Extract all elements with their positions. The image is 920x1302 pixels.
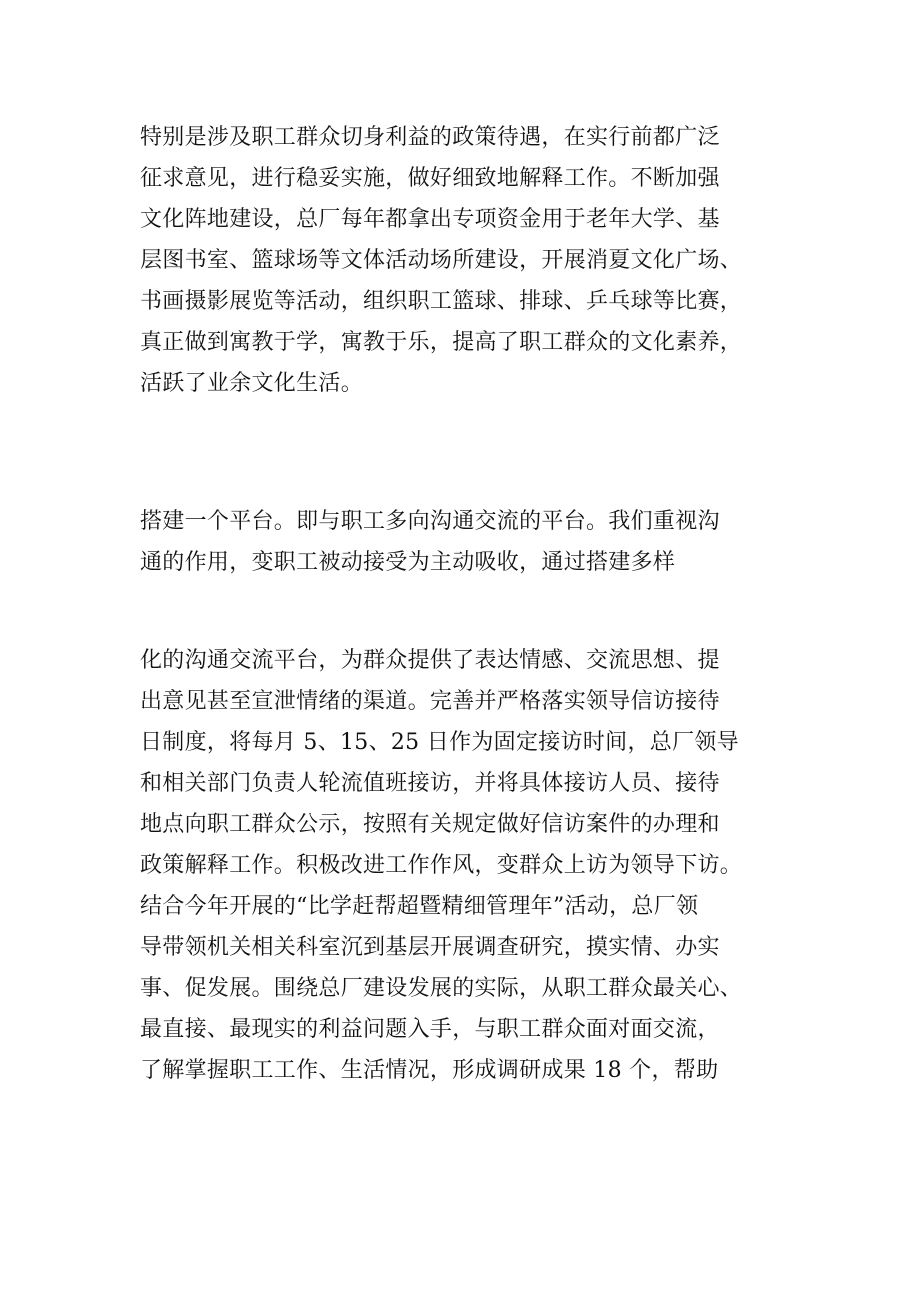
text-line: 活跃了业余文化生活。 <box>140 371 364 396</box>
text-line: 地点向职工群众公示，按照有关规定做好信访案件的办理和 <box>140 812 720 837</box>
text-line: 搭建一个平台。即与职工多向沟通交流的平台。我们重视沟 <box>140 509 720 534</box>
text-line: 了解掌握职工工作、生活情况，形成调研成果 18 个，帮助 <box>140 1058 719 1083</box>
text-line: 化的沟通交流平台，为群众提供了表达情感、交流思想、提 <box>140 648 720 673</box>
text-line: 和相关部门负责人轮流值班接访，并将具体接访人员、接待 <box>140 771 720 796</box>
text-line: 结合今年开展的“比学赶帮超暨精细管理年”活动，总厂领 <box>140 894 699 919</box>
text-line: 特别是涉及职工群众切身利益的政策待遇，在实行前都广泛 <box>140 125 720 150</box>
text-line: 出意见甚至宣泄情绪的渠道。完善并严格落实领导信访接待 <box>140 689 720 714</box>
text-line: 最直接、最现实的利益问题入手，与职工群众面对面交流， <box>140 1017 720 1042</box>
text-line: 真正做到寓教于学，寓教于乐，提高了职工群众的文化素养， <box>140 330 743 355</box>
text-line: 事、促发展。围绕总厂建设发展的实际，从职工群众最关心、 <box>140 976 743 1001</box>
paragraph-petition-reception <box>140 640 780 1091</box>
paragraph-communication-platform <box>140 501 780 583</box>
text-line: 征求意见，进行稳妥实施，做好细致地解释工作。不断加强 <box>140 166 720 191</box>
text-line: 通的作用，变职工被动接受为主动吸收，通过搭建多样 <box>140 550 676 575</box>
paragraph-cultural-construction <box>140 117 780 404</box>
text-line: 书画摄影展览等活动，组织职工篮球、排球、乒乓球等比赛， <box>140 289 743 314</box>
text-line: 文化阵地建设，总厂每年都拿出专项资金用于老年大学、基 <box>140 207 720 232</box>
text-line: 政策解释工作。积极改进工作作风，变群众上访为领导下访。 <box>140 853 743 878</box>
text-line: 导带领机关相关科室沉到基层开展调查研究，摸实情、办实 <box>140 935 720 960</box>
text-line: 层图书室、篮球场等文体活动场所建设，开展消夏文化广场、 <box>140 248 743 273</box>
text-line: 日制度，将每月 5、15、25 日作为固定接访时间，总厂领导 <box>140 730 739 755</box>
